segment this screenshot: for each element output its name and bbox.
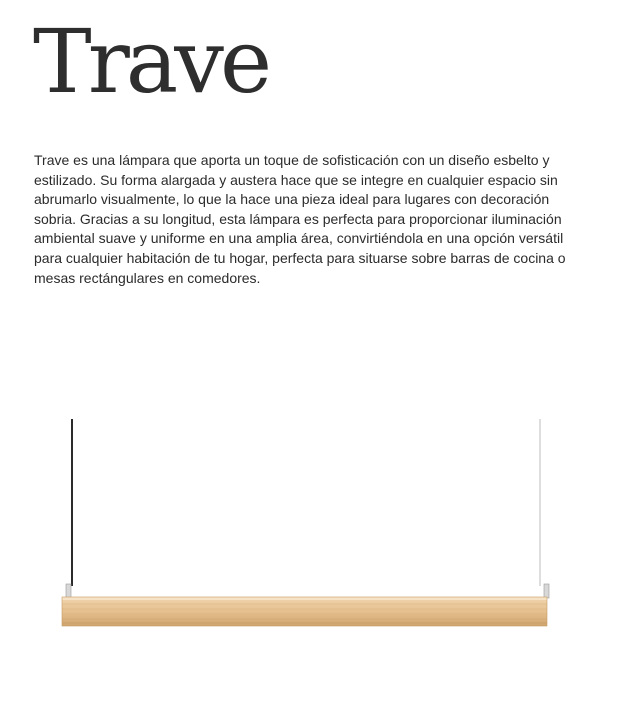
wood-bar (62, 597, 547, 626)
left-clip (66, 584, 71, 598)
product-title: Trave (33, 10, 269, 113)
right-clip (544, 584, 549, 598)
pendant-lamp-image (0, 400, 620, 660)
product-description: Trave es una lámpara que aporta un toque de sofisticación con un diseño esbelto y estilizado. Su forma alargada y austera hace que se integre en cualquier espacio sin abrumarlo visualmente, lo que la hace una pieza ideal para lugares con decoración sobria. Gracias a su longitud, esta lámpara es perfecta para proporcionar iluminación ambiental suave y uniforme en una amplia área, convirtiéndola en una opción versátil para cualquier habitación de tu hogar, perfecta para situarse sobre barras de cocina o mesas rectángulares en comedores. (34, 152, 566, 286)
